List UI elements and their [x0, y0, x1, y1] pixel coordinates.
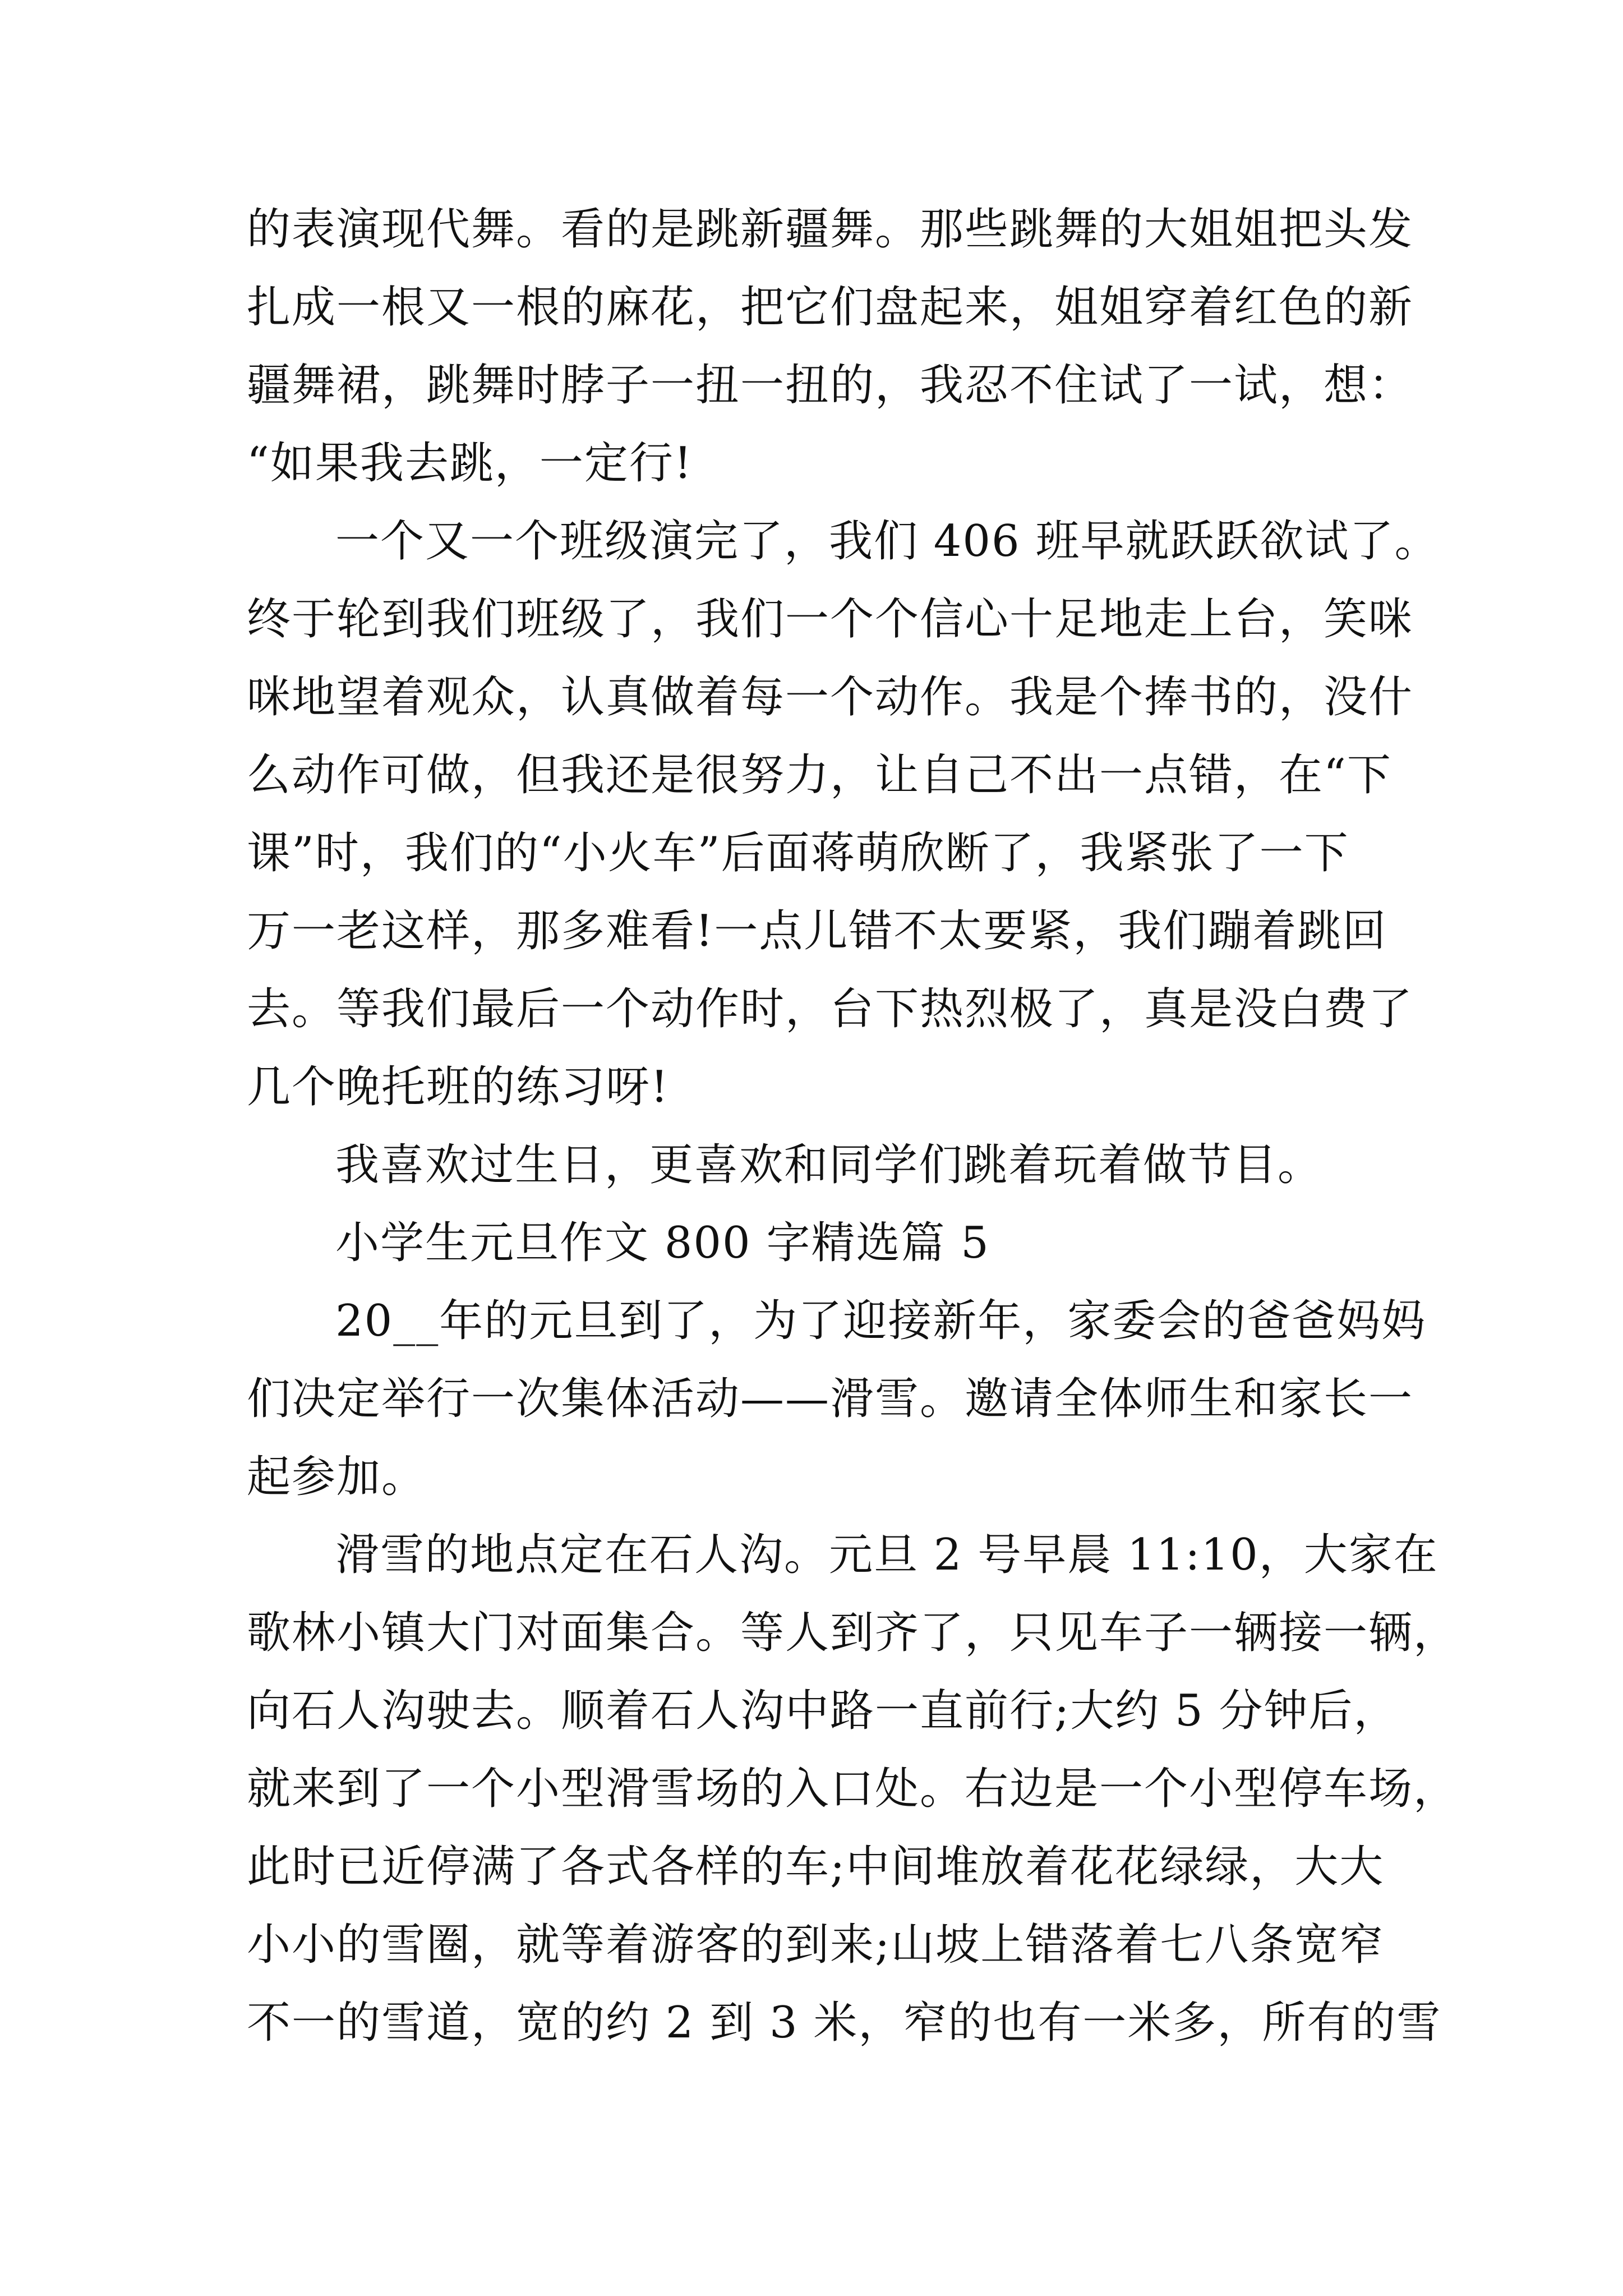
text-line: “如果我去跳，一定行!: [247, 438, 693, 489]
text-line: 小小的雪圈，就等着游客的到来;山坡上错落着七八条宽窄: [247, 1920, 1385, 1970]
text-line: 起参加。: [247, 1452, 427, 1502]
text-line: 终于轮到我们班级了，我们一个个信心十足地走上台，笑咪: [247, 594, 1414, 645]
text-line: 20__年的元旦到了，为了迎接新年，家委会的爸爸妈妈: [335, 1296, 1427, 1346]
text-line: 万一老这样，那多难看!一点儿错不太要紧，我们蹦着跳回: [247, 906, 1387, 956]
section-heading: 小学生元旦作文 800 字精选篇 5: [335, 1218, 990, 1268]
text-line: 扎成一根又一根的麻花，把它们盘起来，姐姐穿着红色的新: [247, 282, 1414, 333]
text-line: 我喜欢过生日，更喜欢和同学们跳着玩着做节目。: [335, 1140, 1323, 1190]
text-line: 歌林小镇大门对面集合。等人到齐了，只见车子一辆接一辆，: [247, 1608, 1459, 1658]
text-line: 滑雪的地点定在石人沟。元旦 2 号早晨 11:10，大家在: [335, 1530, 1438, 1580]
text-line: 么动作可做，但我还是很努力，让自己不出一点错，在“下: [247, 750, 1392, 800]
document-body: [247, 191, 1459, 2062]
text-line: 一个又一个班级演完了，我们 406 班早就跃跃欲试了。: [335, 516, 1440, 567]
text-line: 的表演现代舞。看的是跳新疆舞。那些跳舞的大姐姐把头发: [247, 204, 1414, 255]
text-line: 去。等我们最后一个动作时，台下热烈极了，真是没白费了: [247, 984, 1414, 1034]
text-line: 就来到了一个小型滑雪场的入口处。右边是一个小型停车场，: [247, 1764, 1459, 1814]
text-line: 们决定举行一次集体活动——滑雪。邀请全体师生和家长一: [247, 1374, 1414, 1424]
text-line: 咪地望着观众，认真做着每一个动作。我是个捧书的，没什: [247, 672, 1414, 723]
text-line: 此时已近停满了各式各样的车;中间堆放着花花绿绿，大大: [247, 1842, 1385, 1892]
text-line: 几个晚托班的练习呀!: [247, 1062, 670, 1112]
text-line: 不一的雪道，宽的约 2 到 3 米，窄的也有一米多，所有的雪: [247, 1998, 1442, 2048]
text-line: 疆舞裙，跳舞时脖子一扭一扭的，我忍不住试了一试，想：: [247, 360, 1414, 411]
text-line: 向石人沟驶去。顺着石人沟中路一直前行;大约 5 分钟后，: [247, 1686, 1399, 1736]
text-line: 课”时，我们的“小火车”后面蒋萌欣断了，我紧张了一下: [247, 828, 1349, 878]
